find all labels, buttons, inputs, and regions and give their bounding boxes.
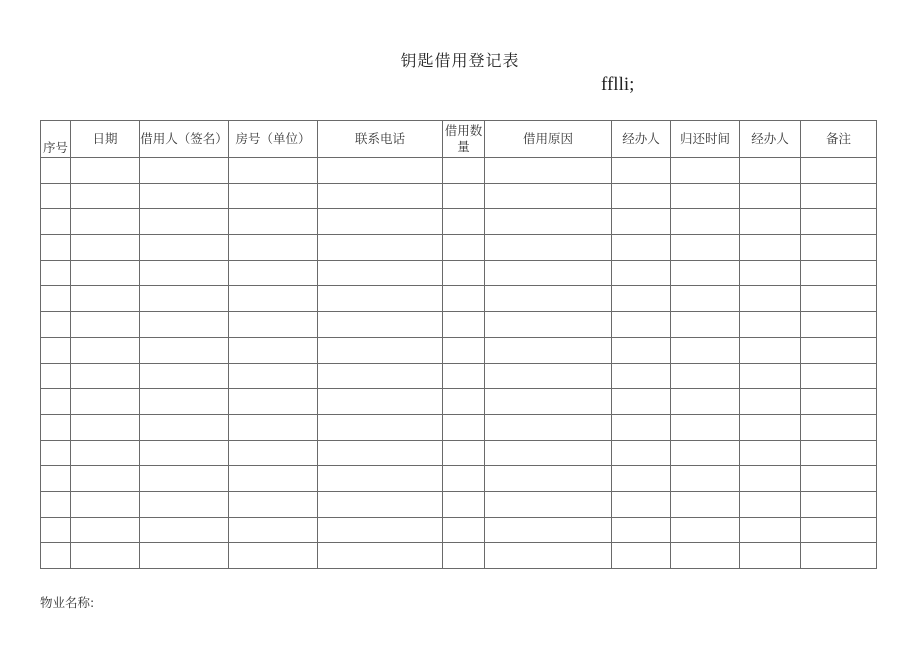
table-cell-borrower[interactable] (140, 543, 229, 569)
table-cell-quantity[interactable] (443, 491, 485, 517)
table-cell-seq[interactable] (41, 543, 71, 569)
table-cell-reason[interactable] (485, 260, 612, 286)
table-cell-reason[interactable] (485, 183, 612, 209)
table-cell-reason[interactable] (485, 158, 612, 184)
table-cell-handler1[interactable] (612, 312, 671, 338)
table-cell-handler1[interactable] (612, 491, 671, 517)
table-cell-phone[interactable] (318, 183, 443, 209)
table-cell-seq[interactable] (41, 491, 71, 517)
table-cell-room[interactable] (229, 158, 318, 184)
table-cell-handler2[interactable] (740, 312, 801, 338)
table-cell-quantity[interactable] (443, 286, 485, 312)
table-cell-handler1[interactable] (612, 183, 671, 209)
table-cell-reason[interactable] (485, 235, 612, 261)
table-cell-return_time[interactable] (671, 286, 740, 312)
table-cell-handler1[interactable] (612, 517, 671, 543)
table-cell-return_time[interactable] (671, 440, 740, 466)
column-header-return-time: 归还时间 (671, 121, 740, 158)
table-cell-phone[interactable] (318, 260, 443, 286)
table-cell-date[interactable] (71, 235, 140, 261)
table-cell-handler1[interactable] (612, 260, 671, 286)
table-cell-quantity[interactable] (443, 337, 485, 363)
table-cell-seq[interactable] (41, 517, 71, 543)
table-cell-seq[interactable] (41, 414, 71, 440)
table-cell-handler1[interactable] (612, 235, 671, 261)
table-cell-borrower[interactable] (140, 235, 229, 261)
table-cell-date[interactable] (71, 158, 140, 184)
table-cell-date[interactable] (71, 363, 140, 389)
table-cell-handler2[interactable] (740, 389, 801, 415)
page-subtitle: fflli; (601, 74, 635, 95)
table-cell-quantity[interactable] (443, 158, 485, 184)
table-cell-remarks[interactable] (801, 183, 877, 209)
table-cell-return_time[interactable] (671, 158, 740, 184)
table-row (41, 466, 877, 492)
table-cell-borrower[interactable] (140, 414, 229, 440)
table-cell-date[interactable] (71, 389, 140, 415)
table-cell-borrower[interactable] (140, 440, 229, 466)
table-cell-quantity[interactable] (443, 209, 485, 235)
table-cell-seq[interactable] (41, 440, 71, 466)
table-row (41, 337, 877, 363)
page-title: 钥匙借用登记表 (400, 51, 520, 70)
table-cell-date[interactable] (71, 183, 140, 209)
table-cell-phone[interactable] (318, 389, 443, 415)
table-cell-return_time[interactable] (671, 491, 740, 517)
table-cell-room[interactable] (229, 337, 318, 363)
table-cell-remarks[interactable] (801, 466, 877, 492)
table-cell-reason[interactable] (485, 440, 612, 466)
table-row (41, 543, 877, 569)
table-header-row (41, 121, 877, 158)
table-cell-room[interactable] (229, 286, 318, 312)
column-header-seq: 序号 (41, 121, 71, 158)
table-cell-handler1[interactable] (612, 389, 671, 415)
table-cell-quantity[interactable] (443, 260, 485, 286)
table-cell-borrower[interactable] (140, 363, 229, 389)
table-row (41, 312, 877, 338)
table-cell-handler2[interactable] (740, 517, 801, 543)
table-cell-phone[interactable] (318, 363, 443, 389)
column-header-phone: 联系电话 (318, 121, 443, 158)
table-cell-handler1[interactable] (612, 363, 671, 389)
column-header-room: 房号（单位） (229, 121, 318, 158)
table-cell-remarks[interactable] (801, 543, 877, 569)
column-header-date: 日期 (71, 121, 140, 158)
table-cell-phone[interactable] (318, 491, 443, 517)
table-row (41, 491, 877, 517)
table-row (41, 414, 877, 440)
table-cell-seq[interactable] (41, 235, 71, 261)
table-cell-quantity[interactable] (443, 235, 485, 261)
table-cell-reason[interactable] (485, 491, 612, 517)
table-cell-remarks[interactable] (801, 337, 877, 363)
table-row (41, 286, 877, 312)
table-cell-room[interactable] (229, 209, 318, 235)
table-cell-return_time[interactable] (671, 209, 740, 235)
table-row (41, 440, 877, 466)
table-cell-quantity[interactable] (443, 183, 485, 209)
table-cell-handler2[interactable] (740, 260, 801, 286)
column-header-remarks: 备注 (801, 121, 877, 158)
table-cell-room[interactable] (229, 414, 318, 440)
table-cell-date[interactable] (71, 414, 140, 440)
table-cell-remarks[interactable] (801, 414, 877, 440)
table-cell-remarks[interactable] (801, 286, 877, 312)
table-cell-handler1[interactable] (612, 414, 671, 440)
table-row (41, 260, 877, 286)
table-cell-borrower[interactable] (140, 286, 229, 312)
table-cell-seq[interactable] (41, 260, 71, 286)
table-cell-phone[interactable] (318, 312, 443, 338)
table-cell-room[interactable] (229, 543, 318, 569)
table-cell-borrower[interactable] (140, 491, 229, 517)
table-cell-remarks[interactable] (801, 363, 877, 389)
table-cell-quantity[interactable] (443, 389, 485, 415)
table-cell-room[interactable] (229, 235, 318, 261)
table-row (41, 389, 877, 415)
column-header-handler-return: 经办人 (740, 121, 801, 158)
table-cell-remarks[interactable] (801, 158, 877, 184)
table-cell-remarks[interactable] (801, 389, 877, 415)
table-cell-return_time[interactable] (671, 235, 740, 261)
table-cell-room[interactable] (229, 466, 318, 492)
table-cell-handler1[interactable] (612, 440, 671, 466)
table-cell-phone[interactable] (318, 235, 443, 261)
table-cell-return_time[interactable] (671, 260, 740, 286)
table-cell-date[interactable] (71, 517, 140, 543)
table-cell-reason[interactable] (485, 209, 612, 235)
table-cell-seq[interactable] (41, 183, 71, 209)
table-cell-remarks[interactable] (801, 440, 877, 466)
table-cell-quantity[interactable] (443, 517, 485, 543)
table-cell-borrower[interactable] (140, 183, 229, 209)
table-cell-phone[interactable] (318, 209, 443, 235)
table-cell-seq[interactable] (41, 286, 71, 312)
table-cell-reason[interactable] (485, 363, 612, 389)
table-cell-return_time[interactable] (671, 414, 740, 440)
table-cell-room[interactable] (229, 260, 318, 286)
table-cell-borrower[interactable] (140, 389, 229, 415)
table-cell-borrower[interactable] (140, 466, 229, 492)
table-cell-date[interactable] (71, 543, 140, 569)
table-cell-room[interactable] (229, 491, 318, 517)
property-name-label: 物业名称: (40, 595, 95, 610)
table-cell-quantity[interactable] (443, 543, 485, 569)
table-cell-return_time[interactable] (671, 517, 740, 543)
column-header-borrower: 借用人（签名） (140, 121, 229, 158)
table-cell-borrower[interactable] (140, 312, 229, 338)
table-cell-handler2[interactable] (740, 491, 801, 517)
table-cell-phone[interactable] (318, 543, 443, 569)
table-cell-seq[interactable] (41, 363, 71, 389)
table-cell-handler1[interactable] (612, 158, 671, 184)
column-header-handler: 经办人 (612, 121, 671, 158)
table-cell-borrower[interactable] (140, 158, 229, 184)
table-cell-phone[interactable] (318, 440, 443, 466)
table-cell-return_time[interactable] (671, 363, 740, 389)
table-cell-seq[interactable] (41, 466, 71, 492)
table-cell-handler2[interactable] (740, 414, 801, 440)
table-cell-handler2[interactable] (740, 235, 801, 261)
table-cell-phone[interactable] (318, 466, 443, 492)
table-cell-seq[interactable] (41, 209, 71, 235)
table-row (41, 235, 877, 261)
table-cell-seq[interactable] (41, 337, 71, 363)
table-cell-remarks[interactable] (801, 260, 877, 286)
table-cell-date[interactable] (71, 337, 140, 363)
table-cell-reason[interactable] (485, 517, 612, 543)
table-cell-handler2[interactable] (740, 543, 801, 569)
table-cell-phone[interactable] (318, 286, 443, 312)
table-cell-remarks[interactable] (801, 235, 877, 261)
table-cell-handler1[interactable] (612, 543, 671, 569)
table-body (41, 158, 877, 569)
table-row (41, 209, 877, 235)
table-cell-reason[interactable] (485, 312, 612, 338)
table-cell-handler2[interactable] (740, 183, 801, 209)
column-header-quantity: 借用数量 (443, 121, 485, 158)
table-cell-date[interactable] (71, 466, 140, 492)
table-cell-phone[interactable] (318, 337, 443, 363)
table-cell-date[interactable] (71, 312, 140, 338)
table-cell-reason[interactable] (485, 286, 612, 312)
table-row (41, 363, 877, 389)
table-cell-remarks[interactable] (801, 517, 877, 543)
table-cell-seq[interactable] (41, 389, 71, 415)
table-cell-return_time[interactable] (671, 183, 740, 209)
table-cell-room[interactable] (229, 363, 318, 389)
table-cell-date[interactable] (71, 286, 140, 312)
table-cell-handler1[interactable] (612, 466, 671, 492)
table-cell-date[interactable] (71, 491, 140, 517)
table-cell-quantity[interactable] (443, 466, 485, 492)
table-cell-reason[interactable] (485, 414, 612, 440)
table-cell-phone[interactable] (318, 158, 443, 184)
table-cell-room[interactable] (229, 312, 318, 338)
table-cell-seq[interactable] (41, 312, 71, 338)
table-row (41, 517, 877, 543)
table-cell-quantity[interactable] (443, 440, 485, 466)
table-cell-borrower[interactable] (140, 260, 229, 286)
table-cell-handler1[interactable] (612, 286, 671, 312)
table-cell-reason[interactable] (485, 389, 612, 415)
table-cell-return_time[interactable] (671, 466, 740, 492)
table-cell-phone[interactable] (318, 517, 443, 543)
table-cell-seq[interactable] (41, 158, 71, 184)
table-cell-quantity[interactable] (443, 363, 485, 389)
table-cell-date[interactable] (71, 260, 140, 286)
table-cell-remarks[interactable] (801, 312, 877, 338)
table-cell-handler2[interactable] (740, 286, 801, 312)
table-cell-reason[interactable] (485, 466, 612, 492)
table-cell-room[interactable] (229, 183, 318, 209)
column-header-reason: 借用原因 (485, 121, 612, 158)
table-cell-handler1[interactable] (612, 209, 671, 235)
table-cell-reason[interactable] (485, 543, 612, 569)
table-row (41, 158, 877, 184)
table-cell-handler2[interactable] (740, 466, 801, 492)
table-cell-handler1[interactable] (612, 337, 671, 363)
table-cell-return_time[interactable] (671, 312, 740, 338)
table-cell-borrower[interactable] (140, 209, 229, 235)
table-cell-reason[interactable] (485, 337, 612, 363)
table-cell-return_time[interactable] (671, 543, 740, 569)
table-cell-handler2[interactable] (740, 363, 801, 389)
table-cell-return_time[interactable] (671, 389, 740, 415)
table-cell-handler2[interactable] (740, 440, 801, 466)
table-cell-quantity[interactable] (443, 414, 485, 440)
table-cell-date[interactable] (71, 440, 140, 466)
table-cell-remarks[interactable] (801, 491, 877, 517)
key-loan-table (40, 120, 877, 569)
table-cell-room[interactable] (229, 517, 318, 543)
table-cell-date[interactable] (71, 209, 140, 235)
table-cell-room[interactable] (229, 389, 318, 415)
table-cell-quantity[interactable] (443, 312, 485, 338)
table-cell-room[interactable] (229, 440, 318, 466)
table-cell-borrower[interactable] (140, 517, 229, 543)
table-cell-handler2[interactable] (740, 158, 801, 184)
table-cell-handler2[interactable] (740, 337, 801, 363)
table-cell-phone[interactable] (318, 414, 443, 440)
table-cell-handler2[interactable] (740, 209, 801, 235)
table-cell-borrower[interactable] (140, 337, 229, 363)
table-row (41, 183, 877, 209)
table-cell-return_time[interactable] (671, 337, 740, 363)
table-cell-remarks[interactable] (801, 209, 877, 235)
